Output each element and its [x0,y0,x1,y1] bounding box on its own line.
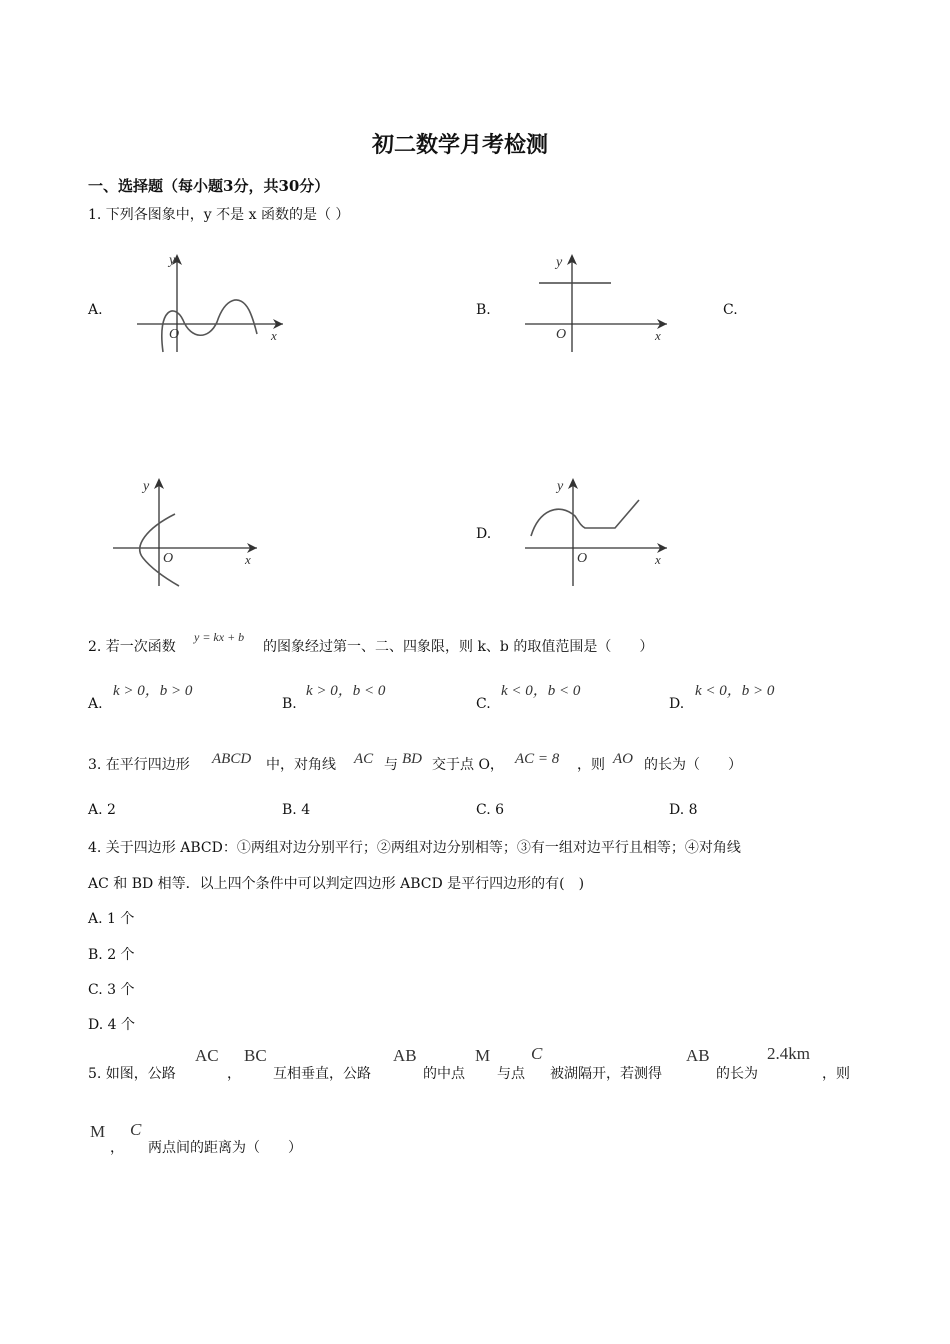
question-1-stem: 1. 下列各图象中，y 不是 x 函数的是（ ） [88,207,350,223]
q5-c2: C [130,1120,142,1139]
question-5-part4: 与点 [497,1066,525,1082]
q2-option-c: k < 0，b < 0 [501,683,581,699]
question-2-stem: 的图象经过第一、二、四象限，则 k、b 的取值范围是（ ） [263,639,654,655]
question-2-number: 2. 若一次函数 [88,639,176,655]
q4-option-a: A. 1 个 [88,911,135,927]
origin-label: O [163,551,174,566]
q4-option-c: C. 3 个 [88,982,135,998]
q3-option-c: C. 6 [476,802,505,818]
q5-m2: M [90,1122,106,1141]
q3-abcd: ABCD [212,751,252,767]
q1-graph-b [515,248,685,358]
question-3-part3: 与 [384,757,398,773]
question-3-part5: ，则 [577,757,605,773]
q2-option-d-label: D. [669,696,685,712]
q3-ac: AC [354,751,374,767]
x-axis-label: x [655,328,661,343]
q5-c: C [531,1044,543,1063]
x-axis-label: x [245,552,251,567]
q2-formula: y = kx + b [194,630,245,644]
q2-option-b: k > 0，b < 0 [306,683,386,699]
q2-option-a: k > 0，b > 0 [113,683,193,699]
curve-d [531,500,639,536]
page-title: 初二数学月考检测 [372,132,549,158]
origin-label: O [556,327,567,342]
q3-ao: AO [613,751,633,767]
q5-distance: 2.4km [767,1044,810,1063]
q1-option-b-label: B. [476,302,491,318]
q2-option-a-label: A. [88,696,103,712]
question-4-line1: 4. 关于四边形 ABCD：①两组对边分别平行；②两组对边分别相等；③有一组对边平行且相等；④对角线 [88,840,741,856]
question-5-part6: 的长为 [716,1066,758,1082]
y-axis-label: y [169,253,176,268]
y-axis-label: y [143,479,150,494]
q1-option-d-label: D. [476,526,492,542]
question-5-part2: 互相垂直，公路 [273,1066,371,1082]
question-5-part5: 被湖隔开，若测得 [550,1066,662,1082]
q4-option-d: D. 4 个 [88,1017,135,1033]
q5-m: M [475,1046,491,1065]
q3-option-b: B. 4 [282,802,311,818]
q2-option-d: k < 0，b > 0 [695,683,775,699]
q3-bd: BD [402,751,422,767]
q3-equation: AC = 8 [515,751,560,767]
q2-option-b-label: B. [282,696,297,712]
y-axis-label: y [557,479,564,494]
q1-graph-a [125,248,295,358]
question-5-part7: ，则 [822,1066,850,1082]
q5-comma: ， [227,1066,241,1082]
x-axis-label: x [655,552,661,567]
q1-option-c-label: C. [723,302,738,318]
q4-option-b: B. 2 个 [88,947,135,963]
q5-ab2: AB [686,1046,710,1065]
origin-label: O [169,327,180,342]
question-3-part1: 3. 在平行四边形 [88,757,190,773]
q1-graph-c [105,470,275,590]
section-heading: 一、选择题（每小题3分，共30分） [88,177,330,195]
q5-ac: AC [195,1046,219,1065]
question-4-line2: AC 和 BD 相等．以上四个条件中可以判定四边形 ABCD 是平行四边形的有( ) [88,876,585,892]
question-5-part1: 5. 如图，公路 [88,1066,176,1082]
q1-graph-d [515,470,685,590]
x-axis-label: x [271,328,277,343]
q3-option-a: A. 2 [88,802,116,818]
curve-a [162,300,257,352]
q1-option-a-label: A. [88,302,103,318]
y-axis-label: y [556,255,563,270]
q5-bc: BC [244,1046,267,1065]
origin-label: O [577,551,588,566]
q2-option-c-label: C. [476,696,491,712]
question-3-part6: 的长为（ ） [644,757,742,773]
q3-option-d: D. 8 [669,802,698,818]
q5-ab: AB [393,1046,417,1065]
question-5-part8: 两点间的距离为（ ） [148,1140,302,1156]
q5-comma2: ， [110,1140,124,1156]
question-3-part4: 交于点 O， [432,757,504,773]
question-3-part2: 中，对角线 [266,757,336,773]
question-5-part3: 的中点 [423,1066,465,1082]
